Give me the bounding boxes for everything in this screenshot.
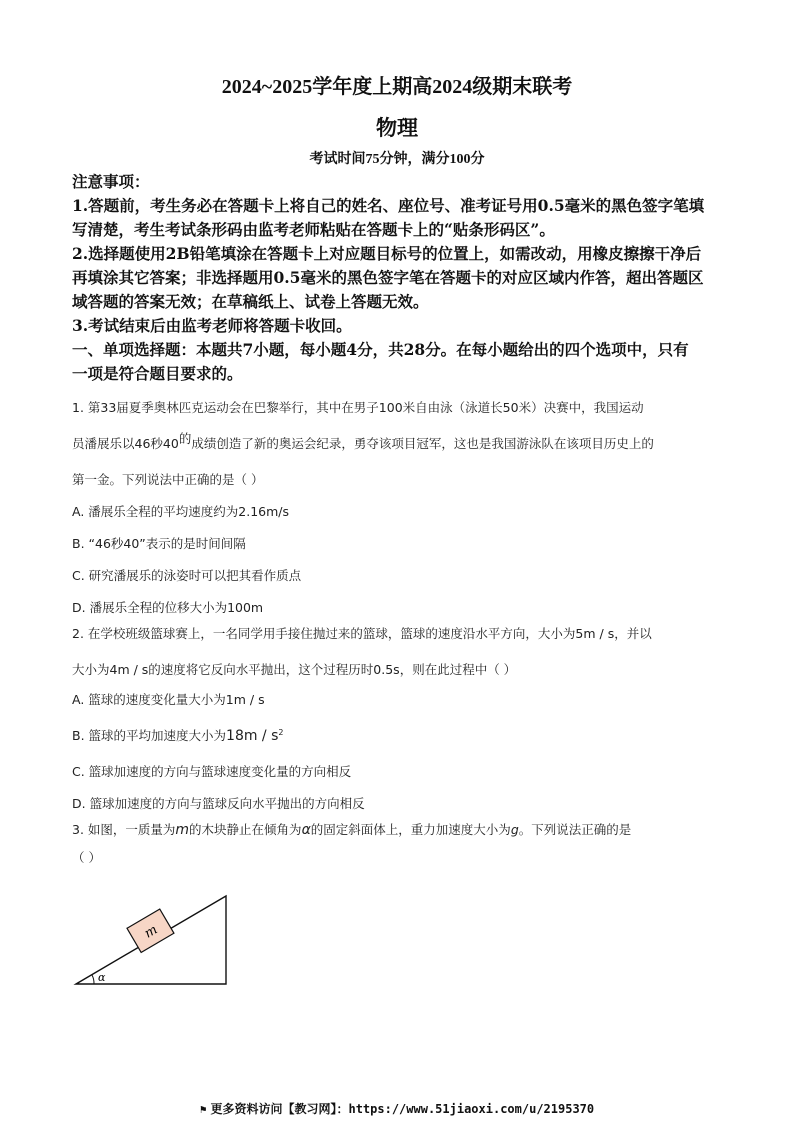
- question-3: [72, 812, 727, 868]
- flag-icon: ⚑: [199, 1103, 207, 1116]
- q3-line-1c: 的固定斜面体上，重力加速度大小为: [310, 822, 511, 837]
- notice-heading: 注意事项：: [72, 172, 150, 191]
- q2-option-a: A. 篮球的速度变化量大小为1m / s: [72, 692, 265, 707]
- incline-figure: [70, 890, 240, 990]
- section-heading-1b: 一项是符合题目要求的。: [72, 364, 243, 383]
- block-group: [127, 909, 174, 952]
- q1-line-2c: 成绩创造了新的奥运会纪录，勇夺该项目冠军，这也是我国游泳队在该项目历史上的: [191, 436, 654, 451]
- exam-title: 2024~2025学年度上期高2024级期末联考: [221, 76, 573, 98]
- footer: [0, 1100, 794, 1117]
- notice-item-1b: 写清楚，考生考试条形码由监考老师粘贴在答题卡上的“贴条形码区”。: [72, 220, 555, 239]
- question-2: [72, 616, 727, 688]
- q2-option-b-sup: 2: [278, 727, 284, 737]
- question-1: [72, 390, 727, 498]
- exam-info: 考试时间75分钟，满分100分: [309, 152, 485, 167]
- q1-line-2: [72, 426, 727, 462]
- q3-line-1b: 的木块静止在倾角为: [189, 822, 302, 837]
- q1-option-b: B. “46秒40”表示的是时间间隔: [72, 536, 246, 551]
- q3-line-1d: 。下列说法正确的是: [518, 822, 632, 837]
- q3-var-m: m: [175, 822, 190, 838]
- notice-item-2c: 域答题的答案无效；在草稿纸上、试卷上答题无效。: [72, 292, 429, 311]
- q2-line-2: 大小为4m / s的速度将它反向水平抛出，这个过程历时0.5s，则在此过程中（ ）: [72, 662, 517, 677]
- q1-option-c: C. 研究潘展乐的泳姿时可以把其看作质点: [72, 568, 302, 583]
- q1-line-2a: 员潘展乐以46秒40: [72, 436, 179, 451]
- subject-title: 物理: [376, 116, 418, 140]
- q3-line-2: （ ）: [72, 850, 101, 865]
- q2-option-b-value: 18m / s: [226, 728, 279, 744]
- q2-option-c: C. 篮球加速度的方向与篮球速度变化量的方向相反: [72, 764, 352, 779]
- q2-option-b-prefix: B. 篮球的平均加速度大小为: [72, 728, 227, 743]
- notice-item-3: 3.考试结束后由监考老师将答题卡收回。: [72, 316, 352, 335]
- q3-var-alpha: α: [301, 822, 311, 838]
- q1-option-d: D. 潘展乐全程的位移大小为100m: [72, 600, 264, 615]
- notice-item-2b: 再填涂其它答案；非选择题用0.5毫米的黑色签字笔在答题卡的对应区域内作答，超出答题区: [72, 268, 704, 287]
- q3-var-g: g: [510, 822, 519, 837]
- angle-label: α: [98, 971, 106, 984]
- q2-option-d: D. 篮球加速度的方向与篮球反向水平抛出的方向相反: [72, 796, 365, 811]
- q1-line-3: 第一金。下列说法中正确的是（ ）: [72, 472, 264, 487]
- notice-block: [72, 170, 732, 386]
- notice-item-2a: 2.选择题使用2B铅笔填涂在答题卡上对应题目标号的位置上，如需改动，用橡皮擦擦干净后: [72, 244, 702, 263]
- q3-line-1a: 3. 如图，一质量为: [72, 822, 176, 837]
- section-heading-1a: 一、单项选择题：本题共7小题，每小题4分，共28分。在每小题给出的四个选项中，只有: [72, 340, 689, 359]
- footer-link[interactable]: 更多资料访问【教习网】：https://www.51jiaoxi.com/u/2195370: [210, 1102, 595, 1116]
- q1-line-1: 1. 第33届夏季奥林匹克运动会在巴黎举行，其中在男子100米自由泳（泳道长50米）决赛中，我国运动: [72, 400, 644, 415]
- q2-option-b: [72, 726, 284, 744]
- mass-label: m: [142, 922, 161, 942]
- q1-line-2b: 的: [178, 431, 192, 446]
- angle-arc: [92, 975, 94, 984]
- notice-item-1a: 1.答题前，考生务必在答题卡上将自己的姓名、座位号、准考证号用0.5毫米的黑色签字笔填: [72, 196, 705, 215]
- q3-line-1: [72, 812, 727, 848]
- q2-line-1: 2. 在学校班级篮球赛上，一名同学用手接住抛过来的篮球，篮球的速度沿水平方向，大小为5m / s，并以: [72, 626, 652, 641]
- q1-option-a: A. 潘展乐全程的平均速度约为2.16m/s: [72, 504, 290, 519]
